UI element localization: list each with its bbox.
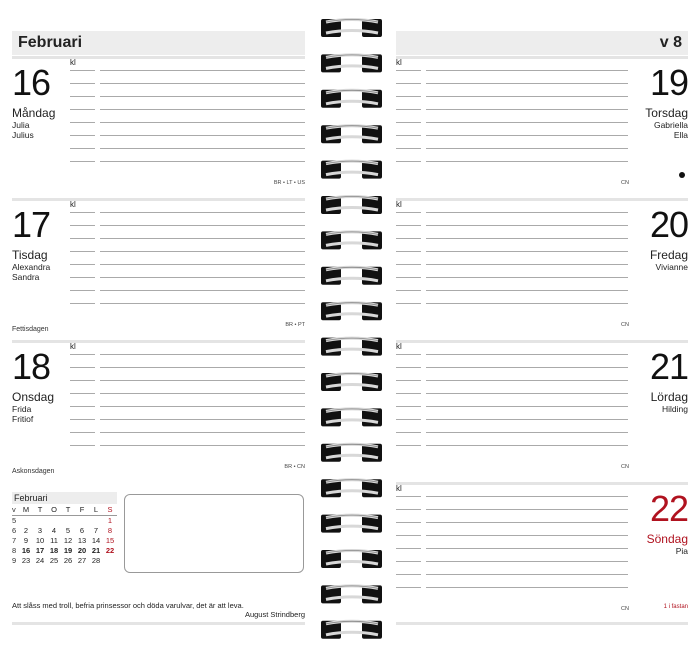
time-label: kl [70,58,76,67]
note-line[interactable] [426,70,628,71]
time-line [70,380,95,381]
calendar-cell[interactable]: 24 [35,556,45,565]
note-line[interactable] [100,393,305,394]
calendar-header-cell: T [61,505,75,516]
name-day: Julia [12,120,30,130]
time-line [396,419,421,420]
time-line [70,135,95,136]
name-day: Fritiof [12,414,34,424]
note-line[interactable] [100,354,305,355]
time-line [70,277,95,278]
calendar-cell[interactable]: 26 [63,556,73,565]
weekday: Lördag [650,390,688,404]
name-days [12,404,33,424]
bottom-bar [12,622,305,625]
name-days [654,120,688,140]
note-line[interactable] [100,148,305,149]
time-line [70,212,95,213]
time-line [70,109,95,110]
weekday: Torsdag [645,106,688,120]
calendar-cell[interactable]: 27 [77,556,87,565]
day-number: 19 [649,62,688,103]
note-line[interactable] [100,161,305,162]
name-days [656,262,688,272]
notes-box[interactable] [124,494,304,573]
time-line [396,212,421,213]
time-line [396,587,421,588]
calendar-cell[interactable]: 20 [77,546,87,555]
moon-phase-icon [679,172,685,178]
name-day: Hilding [662,404,688,414]
calendar-cell[interactable]: 14 [91,536,101,545]
weekday: Fredag [649,248,688,262]
calendar-cell[interactable] [75,516,89,527]
note-line[interactable] [100,406,305,407]
note-line[interactable] [426,587,628,588]
name-days [12,262,50,282]
time-line [70,238,95,239]
calendar-cell[interactable]: 19 [63,546,73,555]
name-day: Frida [12,404,32,414]
note-line[interactable] [426,522,628,523]
time-line [396,122,421,123]
calendar-cell[interactable] [47,516,61,527]
calendar-cell[interactable]: 9 [23,536,29,545]
time-line [396,393,421,394]
note-line[interactable] [426,238,628,239]
name-day: Sandra [12,272,40,282]
time-line [70,251,95,252]
note-line[interactable] [426,367,628,368]
calendar-cell[interactable]: 2 [23,526,29,535]
quote-text: Att slåss med troll, befria prinsessor och döda varulvar, det är att leva. [12,601,244,610]
day-divider [396,56,688,59]
time-line [396,148,421,149]
day-divider [396,198,688,201]
day-divider [396,340,688,343]
note-line[interactable] [426,290,628,291]
calendar-header-cell: L [89,505,103,516]
calendar-cell[interactable] [89,516,103,527]
calendar-cell[interactable]: 1 [107,516,113,525]
time-line [70,290,95,291]
holiday-note: Askonsdagen [12,468,55,475]
note-line[interactable] [426,135,628,136]
time-line [396,432,421,433]
spiral-binding [312,0,392,652]
week-number: v 8 [396,31,688,55]
day-block-21 [396,340,688,480]
note-line[interactable] [426,251,628,252]
day-divider [12,56,305,59]
holiday-note: Fettisdagen [12,326,49,333]
mini-calendar-grid [12,505,117,566]
calendar-cell[interactable]: 8 [12,546,17,555]
quote [12,601,305,619]
note-line[interactable] [100,432,305,433]
name-day: Ella [673,130,688,140]
country-codes: BR • LT • US [273,180,305,186]
weekday: Söndag [646,532,688,546]
calendar-cell[interactable] [103,556,117,566]
note-line[interactable] [426,393,628,394]
note-line[interactable] [100,419,305,420]
calendar-cell[interactable]: 4 [51,526,57,535]
calendar-cell[interactable]: 15 [105,536,115,545]
time-line [396,574,421,575]
note-line[interactable] [426,264,628,265]
time-line [70,393,95,394]
right-page [392,0,700,652]
note-line[interactable] [426,225,628,226]
day-block-19 [396,56,688,196]
note-line[interactable] [426,303,628,304]
time-line [396,445,421,446]
time-line [396,109,421,110]
note-line[interactable] [426,574,628,575]
calendar-cell[interactable] [19,516,33,527]
note-line[interactable] [100,238,305,239]
calendar-cell[interactable] [61,516,75,527]
time-line [396,264,421,265]
day-number: 18 [12,346,51,387]
note-line[interactable] [426,432,628,433]
calendar-header-cell: S [103,505,117,516]
time-line [70,122,95,123]
note-line[interactable] [426,96,628,97]
time-line [70,96,95,97]
calendar-cell[interactable]: 13 [77,536,87,545]
time-line [396,522,421,523]
note-line[interactable] [100,264,305,265]
name-day: Vivianne [655,262,688,272]
note-line[interactable] [100,83,305,84]
time-line [396,290,421,291]
left-page [0,0,312,652]
calendar-cell[interactable]: 28 [91,556,101,565]
weekday: Tisdag [12,248,48,262]
time-line [396,251,421,252]
time-line [396,380,421,381]
note-line[interactable] [426,212,628,213]
note-line[interactable] [426,161,628,162]
calendar-cell[interactable]: 11 [50,536,58,545]
time-line [70,148,95,149]
note-line[interactable] [426,122,628,123]
day-number: 22 [649,488,688,529]
name-day: Pia [675,546,688,556]
time-line [396,225,421,226]
calendar-header-cell: F [75,505,89,516]
calendar-cell[interactable]: 6 [12,526,17,535]
note-line[interactable] [100,135,305,136]
calendar-cell[interactable]: 9 [12,556,17,565]
time-line [396,354,421,355]
time-label: kl [396,58,402,67]
time-line [70,161,95,162]
mini-calendar-title: Februari [12,492,117,504]
name-day: Julius [12,130,34,140]
note-line[interactable] [426,535,628,536]
note-line[interactable] [100,277,305,278]
calendar-cell[interactable]: 7 [12,536,17,545]
calendar-cell[interactable]: 16 [21,546,31,555]
note-line[interactable] [426,109,628,110]
day-number: 16 [12,62,51,103]
time-label: kl [70,200,76,209]
time-label: kl [396,200,402,209]
calendar-cell[interactable]: 3 [37,526,43,535]
note-line[interactable] [426,561,628,562]
day-block-20 [396,198,688,338]
note-line[interactable] [426,445,628,446]
note-line[interactable] [426,148,628,149]
time-line [70,432,95,433]
calendar-cell[interactable] [33,516,47,527]
time-line [396,135,421,136]
time-line [70,225,95,226]
time-label: kl [396,342,402,351]
time-line [396,548,421,549]
time-line [396,535,421,536]
day-divider [12,340,305,343]
calendar-header-cell: T [33,505,47,516]
time-line [396,70,421,71]
day-divider [12,198,305,201]
name-day: Alexandra [12,262,51,272]
time-line [70,264,95,265]
note-line[interactable] [100,445,305,446]
time-line [70,419,95,420]
note-line[interactable] [426,380,628,381]
note-line[interactable] [100,212,305,213]
time-line [70,354,95,355]
note-line[interactable] [100,367,305,368]
mini-calendar [12,492,117,566]
time-line [396,509,421,510]
time-line [70,445,95,446]
calendar-cell[interactable]: 5 [65,526,71,535]
name-days [676,546,688,556]
time-label: kl [70,342,76,351]
calendar-cell[interactable]: 8 [107,526,113,535]
note-line[interactable] [426,83,628,84]
calendar-cell[interactable]: 17 [35,546,45,555]
name-day: Gabriella [653,120,688,130]
note-line[interactable] [100,380,305,381]
note-line[interactable] [100,290,305,291]
calendar-cell[interactable]: 18 [49,546,59,555]
time-line [396,238,421,239]
note-line[interactable] [426,406,628,407]
country-codes: CN [621,180,629,186]
day-block-16 [12,56,305,196]
note-line[interactable] [100,70,305,71]
note-line[interactable] [426,419,628,420]
day-divider [396,482,688,485]
day-block-18 [12,340,305,480]
time-line [396,83,421,84]
time-line [396,406,421,407]
time-line [70,367,95,368]
country-codes: BR • PT [285,322,305,328]
time-line [396,161,421,162]
note-line[interactable] [100,303,305,304]
note-line[interactable] [100,96,305,97]
time-line [396,561,421,562]
calendar-cell[interactable]: 12 [63,536,73,545]
calendar-cell[interactable]: 6 [79,526,85,535]
note-line[interactable] [100,225,305,226]
quote-author: August Strindberg [244,610,305,619]
day-number: 20 [649,204,688,245]
note-line[interactable] [426,354,628,355]
time-line [396,303,421,304]
note-line[interactable] [426,509,628,510]
calendar-header-cell: M [19,505,33,516]
country-codes: BR • CN [284,464,305,470]
note-line[interactable] [426,277,628,278]
note-line[interactable] [100,251,305,252]
note-line[interactable] [426,548,628,549]
time-line [70,406,95,407]
time-line [396,277,421,278]
time-line [70,83,95,84]
time-line [70,70,95,71]
calendar-header-cell: O [47,505,61,516]
day-block-22 [396,482,688,622]
calendar-cell[interactable]: 5 [12,516,17,525]
time-label: kl [396,484,402,493]
day-block-17 [12,198,305,338]
note-line[interactable] [100,109,305,110]
day-number: 21 [649,346,688,387]
name-days [662,404,688,414]
calendar-header-cell: v [12,505,19,516]
time-line [396,496,421,497]
country-codes: CN [621,464,629,470]
country-codes: CN [621,322,629,328]
weekday: Måndag [12,106,56,120]
calendar-cell[interactable]: 22 [105,546,115,555]
church-day-note: 1 i fastan [663,604,688,610]
note-line[interactable] [426,496,628,497]
day-number: 17 [12,204,51,245]
calendar-cell[interactable]: 7 [93,526,99,535]
name-days [12,120,34,140]
time-line [70,303,95,304]
calendar-cell[interactable]: 10 [35,536,45,545]
country-codes: CN [621,606,629,612]
note-line[interactable] [100,122,305,123]
calendar-cell[interactable]: 21 [91,546,101,555]
calendar-cell[interactable]: 23 [21,556,31,565]
month-title: Februari [12,31,305,55]
weekday: Onsdag [12,390,55,404]
calendar-cell[interactable]: 25 [49,556,59,565]
time-line [396,96,421,97]
time-line [396,367,421,368]
bottom-bar [396,622,688,625]
